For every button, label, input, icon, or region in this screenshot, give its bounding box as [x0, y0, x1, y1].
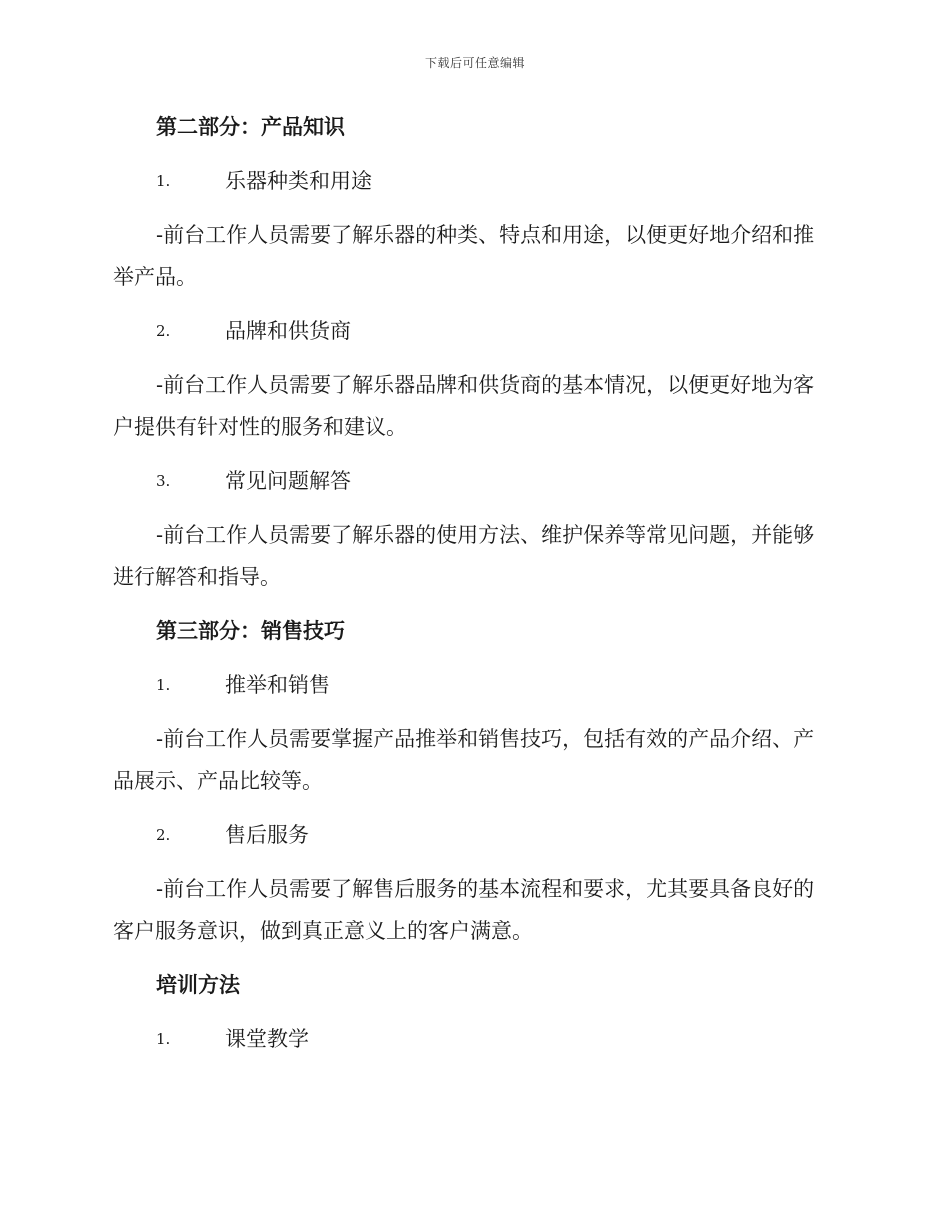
item-number: 2.: [156, 826, 171, 844]
item-title: 推举和销售: [225, 673, 330, 697]
item-number: 2.: [156, 322, 171, 340]
page-header: 下载后可任意编辑: [424, 56, 525, 70]
section-heading-training-methods: 培训方法: [156, 972, 240, 997]
item-title: 品牌和供货商: [225, 319, 351, 343]
item-number: 1.: [156, 1030, 171, 1048]
item-title: 售后服务: [225, 823, 309, 847]
list-item: [113, 160, 828, 202]
list-item: [113, 1018, 828, 1060]
item-title: 常见问题解答: [225, 469, 351, 493]
list-item: [113, 814, 828, 856]
item-paragraph: -前台工作人员需要掌握产品推举和销售技巧，包括有效的产品介绍、产品展示、产品比较等。: [113, 727, 815, 793]
item-paragraph: -前台工作人员需要了解售后服务的基本流程和要求，尤其要具备良好的客户服务意识，做到真正意义上的客户满意。: [113, 877, 815, 943]
list-item: [113, 664, 828, 706]
list-item: [113, 460, 828, 502]
section-heading-product-knowledge: 第二部分：产品知识: [156, 114, 345, 139]
item-title: 课堂教学: [225, 1027, 309, 1051]
item-paragraph: -前台工作人员需要了解乐器的使用方法、维护保养等常见问题，并能够进行解答和指导。: [113, 523, 815, 589]
document-body: [113, 106, 828, 1060]
list-item: [113, 310, 828, 352]
item-number: 3.: [156, 472, 171, 490]
item-number: 1.: [156, 172, 171, 190]
item-paragraph: -前台工作人员需要了解乐器的种类、特点和用途，以便更好地介绍和推举产品。: [113, 223, 815, 289]
item-paragraph: -前台工作人员需要了解乐器品牌和供货商的基本情况，以便更好地为客户提供有针对性的服务和建议。: [113, 373, 815, 439]
item-title: 乐器种类和用途: [225, 169, 372, 193]
section-heading-sales-skills: 第三部分：销售技巧: [156, 618, 345, 643]
item-number: 1.: [156, 676, 171, 694]
